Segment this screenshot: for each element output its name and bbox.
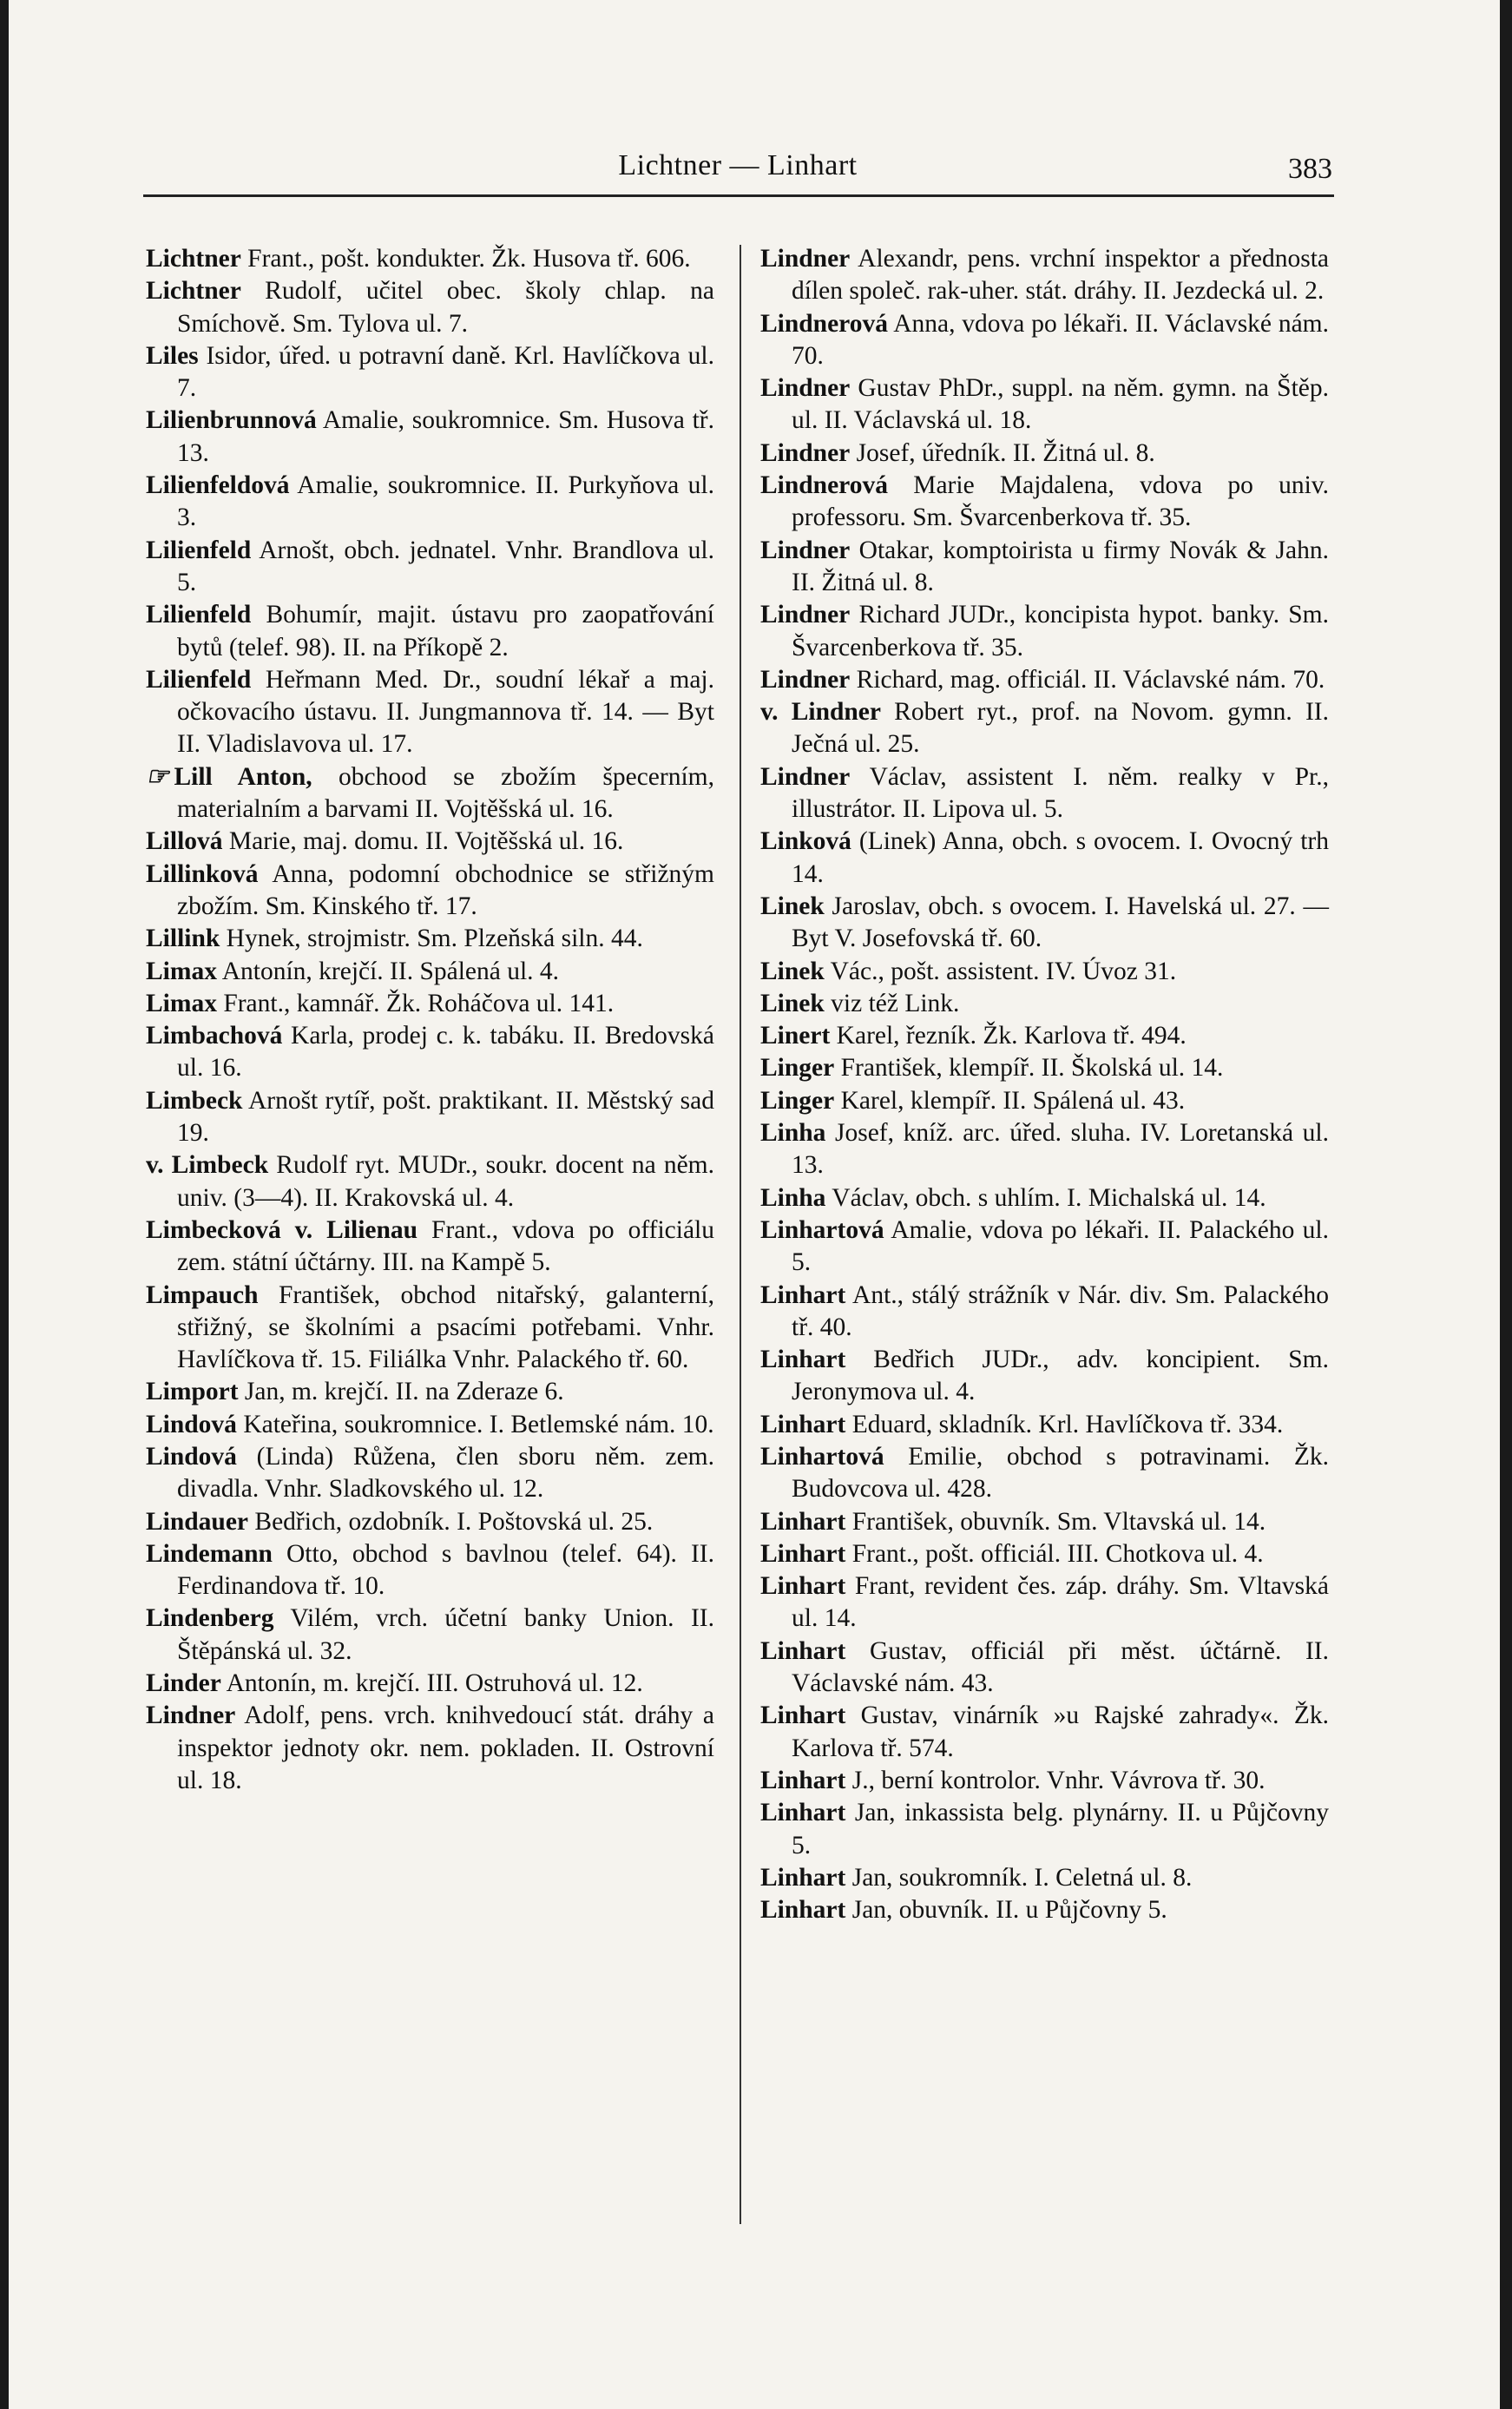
directory-entry bbox=[146, 1409, 714, 1441]
entry-details: Josef, úředník. II. Žitná ul. 8. bbox=[850, 438, 1155, 467]
entry-details: Vác., pošt. assistent. IV. Úvoz 31. bbox=[824, 957, 1177, 985]
entry-details: Adolf, pens. vrch. knihvedoucí stát. dráhy a inspektor jednoty okr. nem. pokladen. II. Ostrovní ul. 18. bbox=[177, 1701, 714, 1794]
entry-details: Kateřina, soukromnice. I. Betlemské nám. 10. bbox=[236, 1410, 714, 1438]
entry-details: Vilém, vrch. účetní banky Union. II. Štěpánská ul. 32. bbox=[177, 1604, 714, 1665]
entry-details: Gustav, vinárník »u Rajské zahrady«. Žk. Karlova tř. 574. bbox=[792, 1701, 1329, 1762]
directory-entry bbox=[760, 308, 1329, 373]
entry-details: Rudolf ryt. MUDr., soukr. docent na něm. univ. (3—4). II. Krakovská ul. 4. bbox=[177, 1151, 714, 1212]
entry-name: Limax bbox=[146, 989, 217, 1017]
entry-name: Limbeck bbox=[146, 1086, 243, 1115]
directory-entry bbox=[146, 761, 714, 826]
entry-name: Linhart bbox=[760, 1572, 846, 1601]
entry-name: Lilienfeld bbox=[146, 536, 252, 564]
entry-details: Karel, klempíř. II. Spálená ul. 43. bbox=[834, 1086, 1186, 1115]
entry-name: Limbecková v. Lilienau bbox=[146, 1215, 418, 1244]
entry-name: Linhartová bbox=[760, 1215, 884, 1244]
entry-details: Arnošt, obch. jednatel. Vnhr. Brandlova ul. 5. bbox=[177, 536, 714, 596]
directory-entry bbox=[760, 1409, 1329, 1441]
entry-name: Linhart bbox=[760, 1346, 846, 1374]
directory-entry bbox=[760, 535, 1329, 600]
entry-details: Karel, řezník. Žk. Karlova tř. 494. bbox=[830, 1022, 1187, 1050]
column-divider bbox=[740, 245, 741, 2224]
entry-details: Josef, kníž. arc. úřed. sluha. IV. Loretanská ul. 13. bbox=[792, 1119, 1329, 1180]
entry-name: Limax bbox=[146, 957, 217, 985]
entry-name: Lill Anton, bbox=[174, 762, 312, 791]
directory-entry bbox=[146, 1376, 714, 1408]
entry-name: Linger bbox=[760, 1086, 835, 1115]
entry-details: Jan, obuvník. II. u Půjčovny 5. bbox=[845, 1896, 1167, 1925]
entry-details: (Linek) Anna, obch. s ovocem. I. Ovocný trh 14. bbox=[792, 827, 1329, 888]
directory-entry bbox=[760, 664, 1329, 696]
entry-details: Antonín, krejčí. II. Spálená ul. 4. bbox=[216, 957, 560, 985]
entry-details: Alexandr, pens. vrchní inspektor a přednosta dílen společ. rak-uher. stát. dráhy. II. Jezdecká ul. 2. bbox=[792, 245, 1329, 306]
entry-name: Lilienfeldová bbox=[146, 471, 290, 500]
entry-name: Lilienfeld bbox=[146, 601, 252, 629]
running-head: Lichtner — Linhart bbox=[618, 149, 858, 181]
entry-details: Isidor, úřed. u potravní daně. Krl. Havlíčkova ul. 7. bbox=[177, 341, 714, 403]
entry-name: Lichtner bbox=[146, 277, 241, 306]
entry-name: v. Lindner bbox=[760, 698, 881, 727]
entry-name: Lillinková bbox=[146, 859, 259, 888]
entry-details: Jan, soukromník. I. Celetná ul. 8. bbox=[845, 1863, 1193, 1892]
entry-details: Václav, obch. s uhlím. I. Michalská ul. 14. bbox=[825, 1183, 1266, 1212]
entry-name: Lindner bbox=[146, 1701, 236, 1730]
entry-details: Frant, revident čes. záp. dráhy. Sm. Vltavská ul. 14. bbox=[792, 1572, 1329, 1633]
entry-details: Rudolf, učitel obec. školy chlap. na Smíchově. Sm. Tylova ul. 7. bbox=[177, 277, 714, 338]
entry-name: Linhart bbox=[760, 1701, 846, 1730]
entry-name: Linhart bbox=[760, 1863, 846, 1892]
entry-details: Anna, vdova po lékaři. II. Václavské nám. 70. bbox=[792, 309, 1329, 370]
directory-entry bbox=[146, 1149, 714, 1214]
directory-entry bbox=[760, 1506, 1329, 1538]
entry-name: Linha bbox=[760, 1119, 826, 1148]
entry-details: obchood se zbožím špecerním, materialním a barvami II. Vojtěšská ul. 16. bbox=[177, 762, 714, 824]
entry-details: Jan, inkassista belg. plynárny. II. u Půjčovny 5. bbox=[792, 1799, 1329, 1859]
directory-entry bbox=[146, 1085, 714, 1150]
directory-entry bbox=[760, 761, 1329, 826]
directory-entry bbox=[760, 1182, 1329, 1214]
entry-name: Lindner bbox=[760, 374, 851, 403]
directory-entry bbox=[146, 1280, 714, 1377]
entry-details: Richard JUDr., koncipista hypot. banky. Sm. Švarcenberkova tř. 35. bbox=[792, 601, 1329, 661]
directory-entry bbox=[146, 243, 714, 275]
directory-entry bbox=[146, 1441, 714, 1506]
entry-name: Lindnerová bbox=[760, 309, 888, 338]
directory-entry bbox=[146, 340, 714, 405]
entry-name: Lindner bbox=[760, 762, 851, 791]
directory-entry bbox=[146, 599, 714, 664]
directory-entry bbox=[146, 826, 714, 858]
entry-details: J., berní kontrolor. Vnhr. Vávrova tř. 30. bbox=[845, 1766, 1265, 1794]
entry-name: Linert bbox=[760, 1022, 831, 1050]
entry-name: Lindová bbox=[146, 1442, 237, 1471]
entry-name: Linková bbox=[760, 827, 851, 856]
directory-entry bbox=[760, 1117, 1329, 1182]
directory-entry bbox=[146, 859, 714, 924]
entry-name: Linhart bbox=[760, 1896, 846, 1925]
directory-entry bbox=[760, 1570, 1329, 1636]
entry-name: Linhart bbox=[760, 1766, 846, 1794]
directory-entry bbox=[146, 956, 714, 988]
entry-details: Gustav, officiál při měst. účtárně. II. Václavské nám. 43. bbox=[792, 1636, 1329, 1698]
directory-entry bbox=[760, 1797, 1329, 1862]
entry-details: (Linda) Růžena, člen sboru něm. zem. divadla. Vnhr. Sladkovského ul. 12. bbox=[177, 1442, 714, 1504]
directory-entry bbox=[760, 1441, 1329, 1506]
directory-entry bbox=[760, 1344, 1329, 1409]
directory-entry bbox=[760, 1894, 1329, 1926]
directory-entry bbox=[760, 1700, 1329, 1765]
entry-details: Gustav PhDr., suppl. na něm. gymn. na Štěp. ul. II. Václavská ul. 18. bbox=[792, 374, 1329, 435]
entry-name: Lindemann bbox=[146, 1539, 273, 1568]
directory-entry bbox=[760, 243, 1329, 308]
entry-details: František, obchod nitařský, galanterní, střižný, se školními a psacími potřebami. Vnhr. Havlíčkova tř. 15. Filiálka Vnhr. Palackého tř. 60. bbox=[177, 1280, 714, 1374]
entry-details: Antonín, m. krejčí. III. Ostruhová ul. 12. bbox=[220, 1669, 643, 1698]
entry-name: Lichtner bbox=[146, 245, 241, 273]
pointing-hand-icon: ☞ bbox=[146, 762, 169, 791]
entry-name: Lindner bbox=[760, 438, 851, 467]
entry-details: Marie Majdalena, vdova po univ. professoru. Sm. Švarcenberkova tř. 35. bbox=[792, 471, 1329, 532]
entry-name: Linger bbox=[760, 1054, 835, 1083]
entry-name: Limpauch bbox=[146, 1280, 259, 1309]
entry-name: Lindauer bbox=[146, 1507, 249, 1536]
directory-entry bbox=[760, 1020, 1329, 1052]
entry-name: Lindner bbox=[760, 601, 851, 629]
entry-name: v. Limbeck bbox=[146, 1151, 269, 1180]
entry-details: Frant., vdova po officiálu zem. státní účtárny. III. na Kampě 5. bbox=[177, 1215, 714, 1277]
entry-details: František, klempíř. II. Školská ul. 14. bbox=[834, 1054, 1224, 1083]
directory-entry bbox=[146, 1700, 714, 1797]
directory-entry bbox=[146, 470, 714, 535]
entry-name: Linhart bbox=[760, 1507, 846, 1536]
entry-details: Bohumír, majit. ústavu pro zaopatřování bytů (telef. 98). II. na Příkopě 2. bbox=[177, 601, 714, 661]
entry-details: Jan, m. krejčí. II. na Zderaze 6. bbox=[238, 1378, 564, 1406]
entry-details: Bedřich, ozdobník. I. Poštovská ul. 25. bbox=[248, 1507, 654, 1536]
directory-entry bbox=[760, 438, 1329, 470]
directory-entry bbox=[146, 988, 714, 1020]
entry-name: Liles bbox=[146, 341, 199, 370]
directory-entry bbox=[760, 1538, 1329, 1570]
entry-name: Linder bbox=[146, 1669, 221, 1698]
entry-details: Karla, prodej c. k. tabáku. II. Bredovská ul. 16. bbox=[177, 1022, 714, 1083]
directory-entry bbox=[146, 535, 714, 600]
entry-details: Marie, maj. domu. II. Vojtěšská ul. 16. bbox=[222, 827, 624, 856]
entry-details: Amalie, soukromnice. Sm. Husova tř. 13. bbox=[177, 406, 714, 467]
directory-entry bbox=[760, 1765, 1329, 1797]
entry-name: Lillová bbox=[146, 827, 223, 856]
directory-entry bbox=[760, 1052, 1329, 1084]
entry-details: Amalie, soukromnice. II. Purkyňova ul. 3. bbox=[177, 471, 714, 532]
entry-details: Ant., stálý strážník v Nár. div. Sm. Palackého tř. 40. bbox=[792, 1280, 1329, 1341]
entry-name: Lindner bbox=[760, 245, 851, 273]
entry-details: Robert ryt., prof. na Novom. gymn. II. Ječná ul. 25. bbox=[792, 698, 1329, 759]
entry-name: Lilienbrunnová bbox=[146, 406, 317, 435]
directory-entry bbox=[760, 826, 1329, 891]
directory-entry bbox=[760, 1280, 1329, 1345]
entry-name: Linek bbox=[760, 957, 825, 985]
entry-name: Lindenberg bbox=[146, 1604, 274, 1633]
entry-name: Linek bbox=[760, 989, 825, 1017]
entry-name: Linhart bbox=[760, 1799, 846, 1827]
directory-entry bbox=[146, 1668, 714, 1700]
entry-details: Eduard, skladník. Krl. Havlíčkova tř. 334. bbox=[845, 1410, 1284, 1438]
page-number: 383 bbox=[1288, 153, 1332, 185]
directory-entry bbox=[760, 696, 1329, 761]
entry-name: Linhart bbox=[760, 1539, 846, 1568]
page-header bbox=[143, 137, 1332, 198]
directory-entry bbox=[146, 405, 714, 470]
directory-entry bbox=[760, 1862, 1329, 1894]
entry-details: Jaroslav, obch. s ovocem. I. Havelská ul. 27. — Byt V. Josefovská tř. 60. bbox=[792, 892, 1329, 953]
entry-details: Frant., kamnář. Žk. Roháčova ul. 141. bbox=[216, 989, 615, 1017]
directory-entry bbox=[760, 470, 1329, 535]
directory-entry bbox=[146, 664, 714, 761]
entry-details: Amalie, vdova po lékaři. II. Palackého ul. 5. bbox=[792, 1215, 1329, 1277]
directory-entry bbox=[146, 1538, 714, 1603]
directory-entry bbox=[760, 1085, 1329, 1117]
entry-name: Lindnerová bbox=[760, 471, 888, 500]
directory-entry bbox=[146, 1020, 714, 1085]
directory-entry bbox=[760, 956, 1329, 988]
entry-details: Heřmann Med. Dr., soudní lékař a maj. očkovacího ústavu. II. Jungmannova tř. 14. — Byt II. Vladislavova ul. 17. bbox=[177, 665, 714, 759]
right-column bbox=[760, 243, 1329, 1926]
entry-details: viz též Link. bbox=[824, 989, 960, 1017]
entry-details: Václav, assistent I. něm. realky v Pr., illustrátor. II. Lipova ul. 5. bbox=[792, 762, 1329, 824]
entry-details: Emilie, obchod s potravinami. Žk. Budovcova ul. 428. bbox=[792, 1442, 1329, 1504]
entry-details: František, obuvník. Sm. Vltavská ul. 14. bbox=[845, 1507, 1266, 1536]
entry-details: Richard, mag. officiál. II. Václavské nám. 70. bbox=[850, 665, 1325, 694]
directory-entry bbox=[760, 599, 1329, 664]
directory-entry bbox=[760, 1636, 1329, 1701]
entry-name: Linhart bbox=[760, 1280, 846, 1309]
entry-name: Linhart bbox=[760, 1410, 846, 1438]
entry-name: Linhart bbox=[760, 1636, 846, 1665]
entry-details: Arnošt rytíř, pošt. praktikant. II. Městský sad 19. bbox=[177, 1086, 714, 1148]
directory-entry bbox=[760, 988, 1329, 1020]
directory-entry bbox=[760, 372, 1329, 438]
entry-name: Lindner bbox=[760, 665, 851, 694]
directory-entry bbox=[146, 275, 714, 340]
entry-details: Frant., pošt. officiál. III. Chotkova ul. 4. bbox=[845, 1539, 1264, 1568]
entry-name: Linha bbox=[760, 1183, 826, 1212]
entry-name: Lilienfeld bbox=[146, 665, 252, 694]
entry-name: Limbachová bbox=[146, 1022, 283, 1050]
entry-name: Lindner bbox=[760, 536, 851, 564]
entry-details: Otto, obchod s bavlnou (telef. 64). II. Ferdinandova tř. 10. bbox=[177, 1539, 714, 1601]
left-column bbox=[146, 243, 714, 1797]
directory-entry bbox=[146, 1506, 714, 1538]
directory-entry bbox=[760, 891, 1329, 956]
entry-details: Frant., pošt. kondukter. Žk. Husova tř. 606. bbox=[240, 245, 691, 273]
directory-entry bbox=[146, 1603, 714, 1668]
header-rule bbox=[143, 194, 1334, 197]
entry-name: Lindová bbox=[146, 1410, 237, 1438]
entry-name: Linek bbox=[760, 892, 825, 920]
entry-details: Anna, podomní obchodnice se střižným zbožím. Sm. Kinského tř. 17. bbox=[177, 859, 714, 920]
entry-name: Linhartová bbox=[760, 1442, 884, 1471]
directory-entry bbox=[146, 923, 714, 955]
entry-details: Bedřich JUDr., adv. koncipient. Sm. Jeronymova ul. 4. bbox=[792, 1346, 1329, 1406]
entry-details: Hynek, strojmistr. Sm. Plzeňská siln. 44. bbox=[220, 925, 643, 953]
entry-name: Lillink bbox=[146, 925, 220, 953]
directory-entry bbox=[760, 1214, 1329, 1280]
directory-entry bbox=[146, 1214, 714, 1280]
entry-name: Limport bbox=[146, 1378, 239, 1406]
entry-details: Otakar, komptoirista u firmy Novák & Jahn. II. Žitná ul. 8. bbox=[792, 536, 1329, 596]
